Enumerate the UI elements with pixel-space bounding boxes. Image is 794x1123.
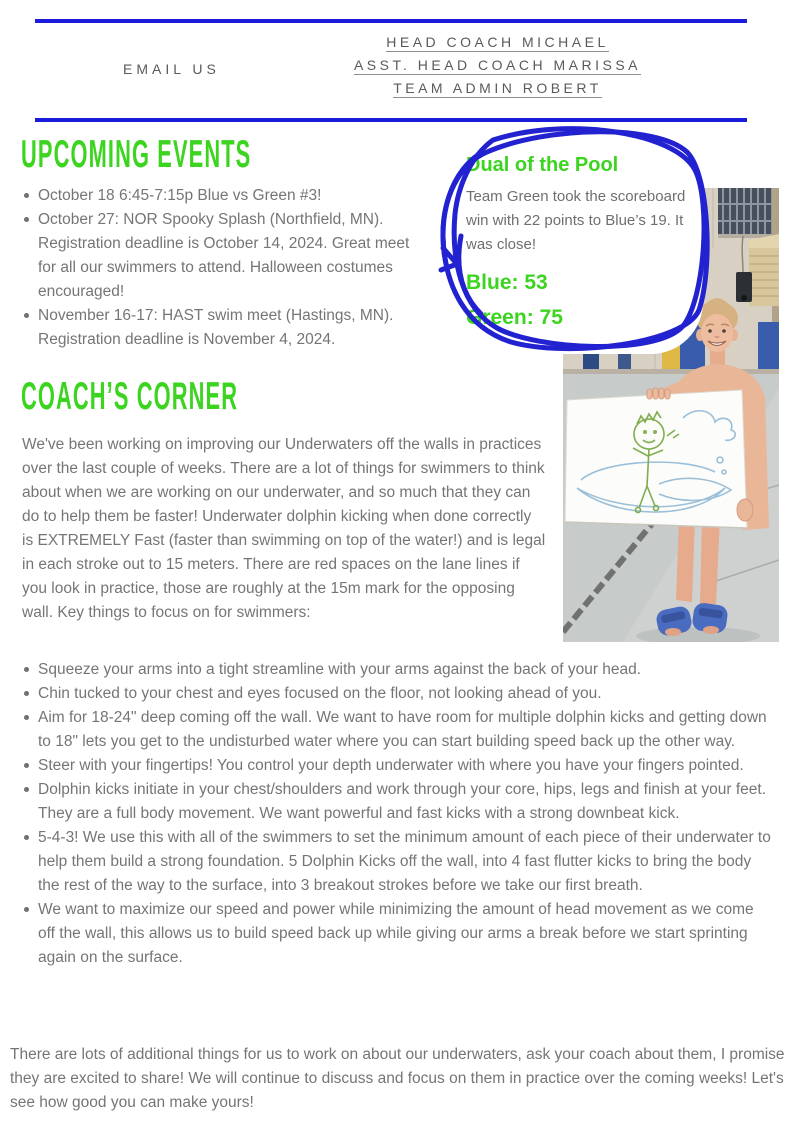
callout-body: Team Green took the scoreboard win with 22 points to Blue’s 19. It was close! [466,188,686,253]
tip-item: Steer with your fingertips! You control your depth underwater with where you have your fingers pointed. [22,754,774,778]
top-divider [35,19,747,23]
team-admin-link[interactable]: TEAM ADMIN ROBERT [393,80,602,96]
upcoming-events-title: UPCOMING EVENTS [21,133,252,176]
tip-item: 5-4-3! We use this with all of the swimmers to set the minimum amount of each piece of their underwater to help them build a strong foundation. 5 Dolphin Kicks off the wall, into 4 fast flutter kicks to bring the body the rest of the way to the surface, into 3 breakout strokes before we take our first breath. [22,826,774,898]
tip-item: Aim for 18-24" deep coming off the wall. We want to have room for multiple dolphin kicks and getting down to 18" lets you get to the undisturbed water where you can start building speed back up the other way. [22,706,774,754]
asst-head-coach-link[interactable]: ASST. HEAD COACH MARISSA [353,57,642,73]
event-item: October 18 6:45-7:15p Blue vs Green #3! [22,184,426,208]
green-score: Green: 75 [466,306,563,329]
tip-item: Dolphin kicks initiate in your chest/shoulders and work through your core, hips, legs and finish at your feet. They are a full body movement. We want powerful and fast kicks with a strong downbeat kick. [22,778,774,826]
tip-item: We want to maximize our speed and power while minimizing the amount of head movement as we come off the wall, this allows us to build speed back up while giving our arms a break before we start sprinting again on the surface. [22,898,774,970]
event-item: November 16-17: HAST swim meet (Hastings, MN). Registration deadline is November 4, 2024. [22,304,426,352]
dual-of-the-pool-callout [441,136,703,354]
coachs-corner-intro: We've been working on improving our Underwaters off the walls in practices over the last couple of weeks. There are a lot of things for swimmers to think about when we are working on our underwater, and so much that they can do to help them be faster! Underwater dolphin kicking when done correctly is EXTREMELY Fast (faster than swimming on top of the water!) and is legal in each stroke out to 15 meters. There are red spaces on the lane lines if you look in practice, those are roughly at the 15m mark for the opposing wall. Key things to focus on for swimmers: [22,436,546,621]
event-item: October 27: NOR Spooky Splash (Northfield, MN). Registration deadline is October 14, 2024. Great meet for all our swimmers to attend. Halloween costumes encouraged! [22,208,426,304]
head-coach-link[interactable]: HEAD COACH MICHAEL [386,34,609,50]
blue-score: Blue: 53 [466,271,548,294]
tip-item: Chin tucked to your chest and eyes focused on the floor, not looking ahead of you. [22,682,774,706]
coach-links [340,33,655,102]
coachs-corner-outro: There are lots of additional things for us to work on about our underwaters, ask your coach about them, I promise they are excited to share! We will continue to discuss and focus on them in practice over the coming weeks! Let's see how good you can make yours! [10,1046,785,1111]
underwater-tips-list [22,658,774,970]
callout-title: Dual of the Pool [466,154,619,176]
email-us-link[interactable]: EMAIL US [123,61,220,77]
header-bottom-divider [35,118,747,122]
upcoming-events-list [22,184,426,352]
tip-item: Squeeze your arms into a tight streamline with your arms against the back of your head. [22,658,774,682]
coachs-corner-title: COACH’S CORNER [21,375,239,418]
